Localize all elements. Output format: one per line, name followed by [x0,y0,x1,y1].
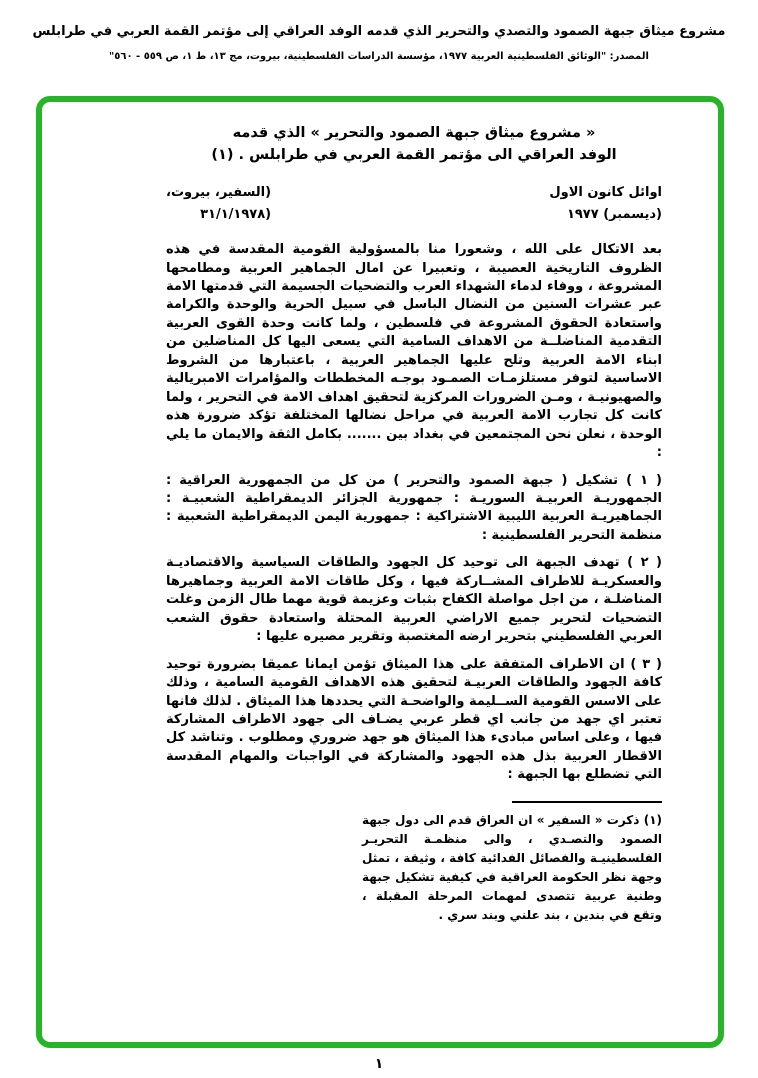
source-citation: المصدر: "الوثائق الفلسطينية العربية ١٩٧٧، مؤسسة الدراسات الفلسطينية، بيروت، مج ١٣، ط ١، ص ٥٥٩ - ٥٦٠" [109,50,649,62]
dateline-source-line2: (٣١/١/١٩٧٨ [200,207,272,223]
document-title [166,122,662,167]
document-title-line1: « مشروع ميثاق جبهة الصمود والتحرير » الذي قدمه [232,125,596,141]
paragraph-preamble: بعد الاتكال على الله ، وشعورا منا بالمسؤولية القومية المقدسة في هذه الظروف التاريخية العصيبة ، وتعبيرا عن امال الجماهير العربية ومطامحها المشروعة ، ووفاء لدماء الشهداء العرب والتضحيات الجسيمة التي قدمتها الامة عبر عشرات السنين من النضال الباسل في سبيل الحرية والوحدة والكرامة واستعادة الحقوق المشروعة في فلسطين ، ولما كانت وحدة القوى العربية التقدمية المناضلــة من الاهداف السامية التي يسعى اليها كل المناضلين من ابناء الامة العربية وتلح عليها الجماهير العربية ، باعتبارها من الشروط الاساسية لتوفر مستلزمـات الصمـود بوجـه المخططات والمؤامرات الامبريالية والصهيونيـة ، ومـن الضرورات المركزية لتحقيق اهداف الامة في التحرير ، ولما كانت كل تجارب الامة العربية في مراحل نضالها المختلفة تؤكد ضرورة هذه الوحدة ، نعلن نحن المجتمعين في بغداد بين ....... بكامل الثقة والايمان ما يلي : [166,242,662,461]
paragraph-item-1: ( ١ ) تشكيل ( جبهة الصمود والتحرير ) من كل من الجمهورية العراقية : الجمهوريـة العربيـة السوريـة : جمهورية الجزائر الديمقراطية الشعبيـة : الجماهيريـة العربية الليبية الاشتراكية : جمهورية اليمن الديمقراطية الشعبية : منظمة التحرير الفلسطينية : [166,472,662,543]
dateline-date-line1: اوائل كانون الاول [549,184,662,200]
document-frame [36,96,724,1048]
document-body [166,241,662,785]
page-header-title: مشروع ميثاق جبهة الصمود والتصدي والتحرير الذي قدمه الوفد العراقي إلى مؤتمر القمة العربي في طرابلس [32,24,726,39]
dateline-source [166,182,271,226]
document-title-line2: الوفد العراقي الى مؤتمر القمة العربي في طرابلس . (١) [211,147,617,164]
footnote-divider [512,801,662,803]
dateline-date-line2: (ديسمبر) ١٩٧٧ [566,207,662,223]
paragraph-item-2: ( ٢ ) تهدف الجبهة الى توحيد كل الجهود والطاقات السياسية والاقتصاديـة والعسكريـة للاطراف المشــاركة فيها ، وكل طاقات الامة العربية وجماهيرها المناضلـة ، من اجل مواصلة الكفاح بثبات وعزيمة قوية مهما طال الزمن وغلت التضحيات لتحرير جميع الاراضي العربية المحتلة واستعادة حقوق الشعب العربي الفلسطيني بتحرير ارضه المغتصبة وتقرير مصيره عليها : [166,555,662,645]
paragraph-item-3: ( ٣ ) ان الاطراف المتفقة على هذا الميثاق تؤمن ايمانا عميقا بضرورة توحيد كافة الجهود والطاقات العربيـة لتحقيق هذه الاهداف القومية السامية ، وذلك على الاسس القومية الســليمة والواضحـة التي يحددها هذا الميثاق . لذلك فانها تعتبر اي جهد من جانب اي قطر عربي يضـاف الى جهود الاطراف المشاركة فيها ، وعلى اساس مبادىء هذا الميثاق هو جهد ضروري ومطلوب . وتناشد كل الاقطار العربية بذل هذه الجهود والمشاركة في الواجبات والمهام المقدسة التي تضطلع بها الجبهة : [166,656,662,783]
page-header [0,22,758,62]
page-number: ١ [374,1056,384,1072]
dateline-source-line1: (السفير، بيروت، [166,184,272,200]
document-content [166,122,662,925]
dateline-date [549,182,662,226]
dateline [166,182,662,226]
footnote-text: (١) ذكرت « السفير » ان العراق قدم الى دول جبهة الصمود والتصـدي ، والى منظمـة التحريـر الفلسطينيـة والفصائل الفدائية كافة ، وثيقة ، تمثل وجهة نظر الحكومة العراقية في كيفية تشكيل جبهة وطنية عربية تتصدى لمهمات المرحلة المقبلة ، وتقع في بندين ، بند علني وبند سري . [362,812,662,922]
